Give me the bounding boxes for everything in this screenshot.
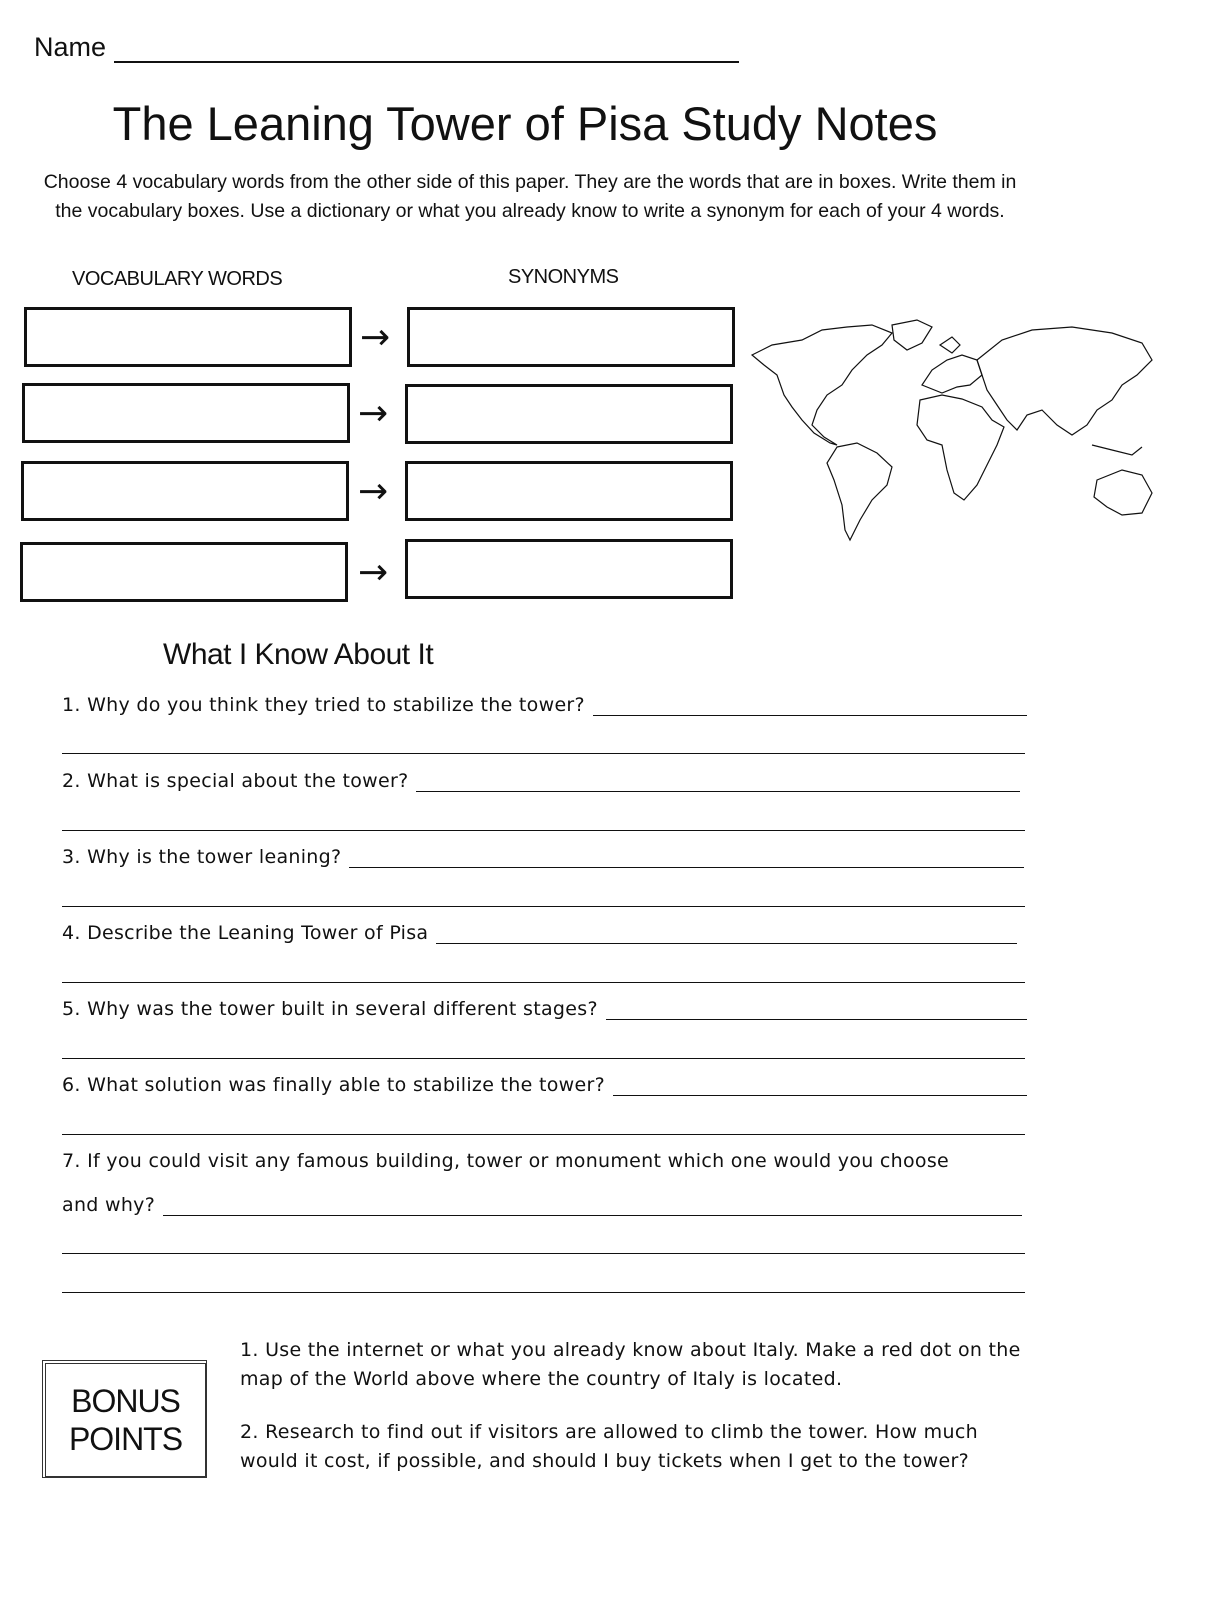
answer-line[interactable] [62, 753, 1025, 754]
answer-line[interactable] [349, 849, 1024, 868]
instructions: Choose 4 vocabulary words from the other side of this paper. They are the words that are in boxes. Write them in the vocabulary boxes. Use a dictionary or what you already know to write a synonym for each of your 4 words. [43, 171, 1017, 222]
bonus-points-box [42, 1360, 207, 1478]
section-title: What I Know About It [163, 638, 434, 671]
answer-line[interactable] [62, 1292, 1025, 1293]
world-map-icon[interactable] [742, 315, 1167, 550]
synonym-box-3[interactable] [405, 461, 733, 521]
question-2 [62, 770, 1020, 792]
arrow-right-icon: → [360, 317, 391, 358]
answer-line[interactable] [436, 925, 1017, 944]
question-text: 7. If you could visit any famous building, tower or monument which one would you choose [62, 1150, 950, 1172]
question-text: 4. Describe the Leaning Tower of Pisa [62, 922, 429, 944]
synonym-box-2[interactable] [405, 384, 733, 444]
question-5 [62, 998, 1027, 1020]
question-1 [62, 694, 1027, 716]
answer-line[interactable] [62, 1253, 1025, 1254]
answer-line[interactable] [62, 982, 1025, 983]
question-text: 1. Why do you think they tried to stabilize the tower? [62, 694, 585, 716]
question-text: 3. Why is the tower leaning? [62, 846, 342, 868]
answer-line[interactable] [62, 830, 1025, 831]
name-blank-line[interactable] [114, 35, 739, 63]
question-text: and why? [62, 1194, 156, 1216]
answer-line[interactable] [606, 1001, 1027, 1020]
answer-line[interactable] [62, 1134, 1025, 1135]
question-text: 2. What is special about the tower? [62, 770, 409, 792]
vocabulary-box-1[interactable] [24, 307, 352, 367]
bonus-label: BONUS [71, 1383, 180, 1419]
answer-line[interactable] [163, 1197, 1022, 1216]
question-3 [62, 846, 1024, 868]
answer-line[interactable] [416, 773, 1020, 792]
answer-line[interactable] [62, 1058, 1025, 1059]
answer-line[interactable] [593, 697, 1027, 716]
synonym-box-4[interactable] [405, 539, 733, 599]
question-7 [62, 1150, 1027, 1172]
vocabulary-header: VOCABULARY WORDS [72, 268, 283, 290]
synonyms-header: SYNONYMS [508, 266, 619, 288]
arrow-right-icon: → [358, 552, 389, 593]
question-text: 5. Why was the tower built in several different stages? [62, 998, 598, 1020]
question-text: 6. What solution was finally able to stabilize the tower? [62, 1074, 605, 1096]
question-6 [62, 1074, 1027, 1096]
question-7-continuation [62, 1194, 1022, 1216]
arrow-right-icon: → [358, 471, 389, 512]
page-title: The Leaning Tower of Pisa Study Notes [112, 97, 938, 150]
vocabulary-box-3[interactable] [21, 461, 349, 521]
synonym-box-1[interactable] [407, 307, 735, 367]
name-field[interactable] [34, 32, 739, 63]
question-4 [62, 922, 1017, 944]
arrow-right-icon: → [358, 393, 389, 434]
answer-line[interactable] [613, 1077, 1027, 1096]
bonus-item-1: 1. Use the internet or what you already know about Italy. Make a red dot on the map of the World above where the country of Italy is located. [240, 1339, 1021, 1390]
name-label: Name [34, 32, 107, 62]
points-label: POINTS [68, 1421, 183, 1457]
vocabulary-box-4[interactable] [20, 542, 348, 602]
bonus-item-2: 2. Research to find out if visitors are allowed to climb the tower. How much would it cost, if possible, and should I buy tickets when I get to the tower? [240, 1421, 978, 1472]
vocabulary-box-2[interactable] [22, 383, 350, 443]
answer-line[interactable] [62, 906, 1025, 907]
